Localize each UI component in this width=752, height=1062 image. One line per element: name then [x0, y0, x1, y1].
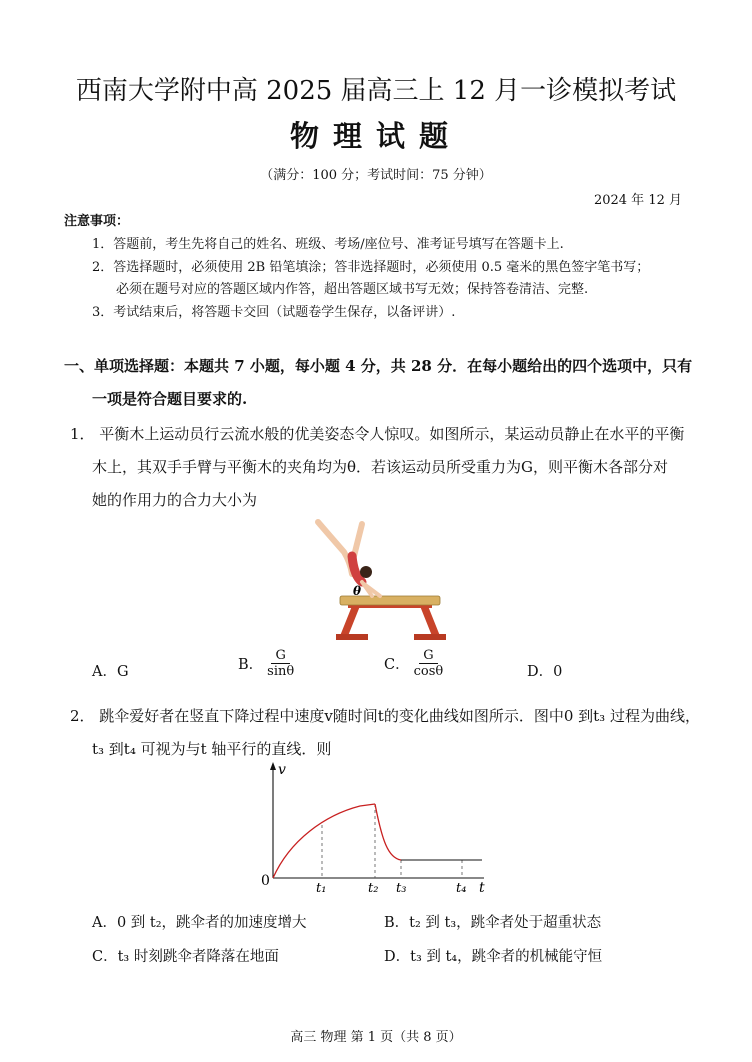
q2-option-a: A．0 到 t₂，跳伞者的加速度增大	[92, 915, 307, 931]
q2-option-c: C．t₃ 时刻跳伞者降落在地面	[92, 949, 279, 965]
tick-t1: t₁	[316, 881, 327, 895]
notice-item: 1．答题前，考生先将自己的姓名、班级、考场/座位号、准考证号填写在答题卡上.	[92, 237, 564, 252]
tick-t2: t₂	[368, 881, 379, 895]
exam-title: 西南大学附中高 2025 届高三上 12 月一诊模拟考试	[75, 76, 677, 106]
subject-title: 物理试题	[289, 119, 462, 153]
q2-option-b: B．t₂ 到 t₃，跳伞者处于超重状态	[384, 915, 602, 931]
beam-foot-left	[336, 634, 368, 640]
x-axis-label: t	[479, 880, 485, 895]
velocity-time-graph	[250, 760, 500, 895]
q2-line: 2． 跳伞爱好者在竖直下降过程中速度v随时间t的变化曲线如图所示．图中0 到t₃ 过程为曲线，	[70, 707, 700, 725]
tick-t3: t₃	[396, 881, 407, 895]
option-prefix: C．	[384, 657, 410, 673]
y-axis-arrow	[270, 762, 276, 770]
fraction	[263, 648, 298, 679]
velocity-curve-falling	[375, 804, 401, 860]
q1-option-c	[384, 648, 447, 679]
gymnast-head	[360, 566, 372, 578]
beam-leg-right	[420, 606, 440, 636]
gymnast-leg	[318, 522, 352, 574]
tick-t4: t₄	[456, 881, 467, 895]
notice-heading: 注意事项：	[64, 214, 130, 229]
q1-line: 1． 平衡木上运动员行云流水般的优美姿态令人惊叹。如图所示，某运动员静止在水平的平衡	[70, 425, 685, 443]
numerator: G	[419, 648, 437, 664]
q2-line: t₃ 到t₄ 可视为与t 轴平行的直线．则	[92, 740, 332, 758]
beam-leg-left	[340, 606, 360, 636]
q2-option-d: D．t₃ 到 t₄，跳伞者的机械能守恒	[384, 949, 603, 965]
denominator: cosθ	[413, 664, 444, 679]
section-heading-cont: 一项是符合题目要求的.	[92, 390, 248, 408]
notice-item: 3．考试结束后，将答题卡交回（试题卷学生保存，以备评讲）.	[92, 305, 456, 320]
theta-label: θ	[353, 584, 362, 598]
balance-beam-figure	[300, 516, 460, 646]
exam-date: 2024 年 12 月	[593, 193, 682, 208]
q1-option-d: D．0	[527, 664, 563, 680]
page-footer: 高三 物理 第 1 页（共 8 页）	[290, 1030, 462, 1045]
notice-item: 必须在题号对应的答题区域内作答，超出答题区域书写无效；保持答卷清洁、完整.	[116, 282, 589, 297]
y-axis-label: v	[278, 762, 286, 778]
exam-meta: （满分：100 分；考试时间：75 分钟）	[260, 168, 492, 183]
gymnast-body	[352, 556, 362, 582]
section-heading: 一、单项选择题：本题共 7 小题，每小题 4 分，共 28 分．在每小题给出的四个选项中，只有	[64, 357, 693, 375]
denominator: sinθ	[267, 664, 295, 679]
velocity-curve-rising	[273, 804, 375, 878]
beam-foot-right	[414, 634, 446, 640]
numerator: G	[271, 648, 289, 664]
fraction	[410, 648, 448, 679]
origin-label: 0	[261, 873, 270, 889]
q1-line: 木上，其双手手臂与平衡木的夹角均为θ．若该运动员所受重力为G，则平衡木各部分对	[92, 458, 669, 476]
q1-option-a: A．G	[92, 664, 129, 680]
notice-item: 2．答选择题时，必须使用 2B 铅笔填涂；答非选择题时，必须使用 0.5 毫米的黑色签字笔书写；	[92, 260, 650, 275]
q1-line: 她的作用力的合力大小为	[92, 491, 258, 509]
q1-option-b	[238, 648, 298, 679]
option-prefix: B．	[238, 657, 264, 673]
